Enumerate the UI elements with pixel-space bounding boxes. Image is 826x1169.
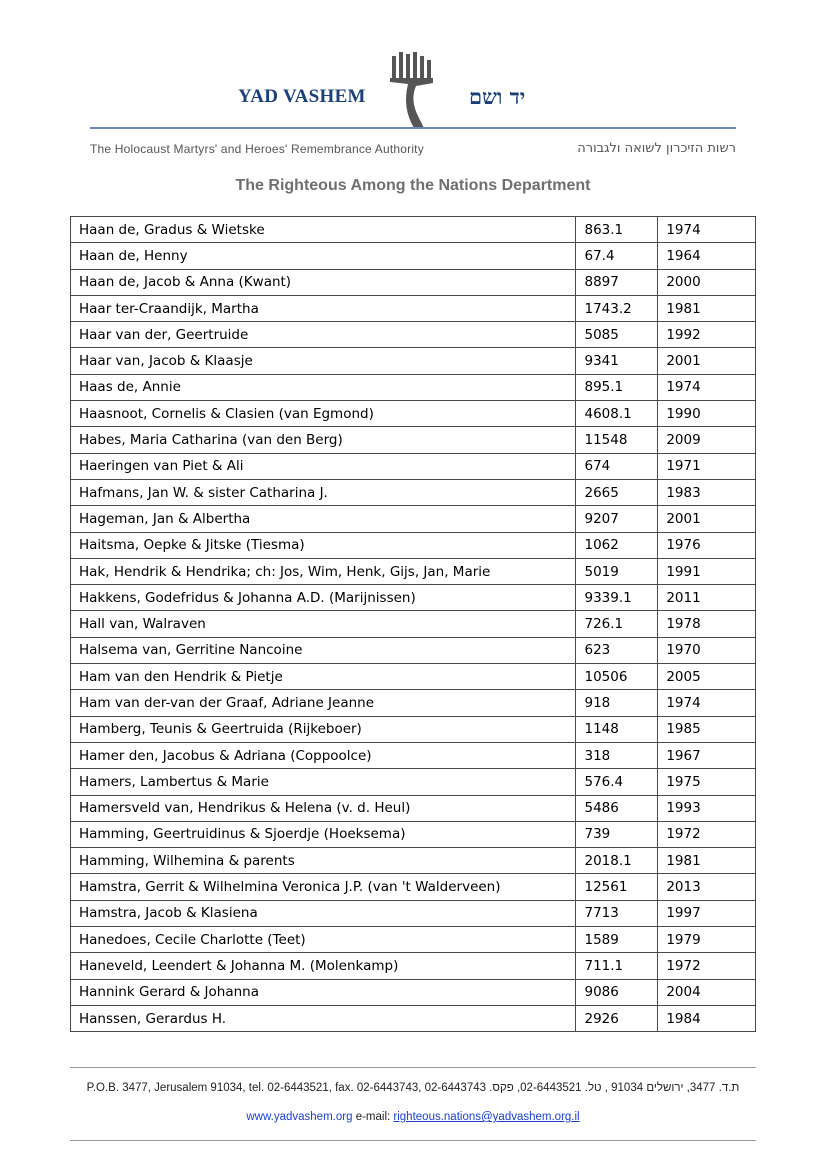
- record-year: 1970: [658, 637, 756, 663]
- footer-contact: [0, 1111, 826, 1123]
- record-name: Haas de, Annie: [71, 374, 576, 400]
- table-row: [71, 243, 756, 269]
- record-file-number: 674: [576, 453, 658, 479]
- record-name: Hannink Gerard & Johanna: [71, 979, 576, 1005]
- table-row: [71, 927, 756, 953]
- record-year: 2005: [658, 664, 756, 690]
- record-name: Hakkens, Godefridus & Johanna A.D. (Marijnissen): [71, 585, 576, 611]
- record-year: 1981: [658, 295, 756, 321]
- table-row: [71, 637, 756, 663]
- record-name: Hamstra, Gerrit & Wilhelmina Veronica J.P. (van 't Walderveen): [71, 874, 576, 900]
- table-row: [71, 217, 756, 243]
- record-name: Hafmans, Jan W. & sister Catharina J.: [71, 479, 576, 505]
- record-file-number: 1148: [576, 716, 658, 742]
- table-row: [71, 664, 756, 690]
- record-year: 1985: [658, 716, 756, 742]
- record-name: Hanedoes, Cecile Charlotte (Teet): [71, 927, 576, 953]
- footer-rule-bottom: [70, 1140, 756, 1141]
- record-year: 1976: [658, 532, 756, 558]
- record-year: 1997: [658, 900, 756, 926]
- record-year: 1972: [658, 953, 756, 979]
- table-row: [71, 611, 756, 637]
- record-year: 1992: [658, 322, 756, 348]
- record-name: Haar ter-Craandijk, Martha: [71, 295, 576, 321]
- record-year: 2013: [658, 874, 756, 900]
- letterhead: [0, 0, 826, 170]
- authority-line: [90, 142, 736, 158]
- record-name: Hamming, Geertruidinus & Sjoerdje (Hoeksema): [71, 821, 576, 847]
- table-row: [71, 769, 756, 795]
- record-name: Halsema van, Gerritine Nancoine: [71, 637, 576, 663]
- record-file-number: 711.1: [576, 953, 658, 979]
- table-row: [71, 795, 756, 821]
- table-row: [71, 506, 756, 532]
- record-year: 1978: [658, 611, 756, 637]
- record-year: 1983: [658, 479, 756, 505]
- record-year: 1975: [658, 769, 756, 795]
- record-file-number: 576.4: [576, 769, 658, 795]
- record-file-number: 623: [576, 637, 658, 663]
- record-file-number: 1062: [576, 532, 658, 558]
- header-rule: [90, 127, 736, 129]
- record-year: 1984: [658, 1005, 756, 1031]
- table-row: [71, 742, 756, 768]
- record-year: 1993: [658, 795, 756, 821]
- record-name: Habes, Maria Catharina (van den Berg): [71, 427, 576, 453]
- table-row: [71, 348, 756, 374]
- address-he: ת.ד. 3477, ירושלים 91034 , טל. 02-6443521, פקס. 02-6443743: [424, 1082, 740, 1094]
- record-file-number: 5019: [576, 558, 658, 584]
- record-file-number: 318: [576, 742, 658, 768]
- menorah-logo-icon: [386, 50, 438, 130]
- record-file-number: 739: [576, 821, 658, 847]
- record-name: Haar van der, Geertruide: [71, 322, 576, 348]
- record-file-number: 5085: [576, 322, 658, 348]
- record-name: Hall van, Walraven: [71, 611, 576, 637]
- record-name: Haneveld, Leendert & Johanna M. (Molenkamp): [71, 953, 576, 979]
- table-row: [71, 585, 756, 611]
- record-name: Hageman, Jan & Albertha: [71, 506, 576, 532]
- record-file-number: 2926: [576, 1005, 658, 1031]
- record-year: 2001: [658, 348, 756, 374]
- record-name: Hamer den, Jacobus & Adriana (Coppoolce): [71, 742, 576, 768]
- record-file-number: 2018.1: [576, 848, 658, 874]
- table-row: [71, 821, 756, 847]
- table-row: [71, 322, 756, 348]
- table-row: [71, 1005, 756, 1031]
- record-file-number: 11548: [576, 427, 658, 453]
- table-row: [71, 716, 756, 742]
- record-name: Haitsma, Oepke & Jitske (Tiesma): [71, 532, 576, 558]
- record-name: Haan de, Gradus & Wietske: [71, 217, 576, 243]
- table-row: [71, 953, 756, 979]
- record-name: Hanssen, Gerardus H.: [71, 1005, 576, 1031]
- record-file-number: 12561: [576, 874, 658, 900]
- table-row: [71, 401, 756, 427]
- department-title: The Righteous Among the Nations Department: [235, 177, 591, 194]
- record-file-number: 10506: [576, 664, 658, 690]
- record-file-number: 9339.1: [576, 585, 658, 611]
- record-file-number: 9207: [576, 506, 658, 532]
- record-file-number: 1743.2: [576, 295, 658, 321]
- record-name: Haan de, Jacob & Anna (Kwant): [71, 269, 576, 295]
- record-file-number: 918: [576, 690, 658, 716]
- righteous-table: [70, 216, 756, 1032]
- record-year: 1964: [658, 243, 756, 269]
- record-file-number: 726.1: [576, 611, 658, 637]
- address-en: P.O.B. 3477, Jerusalem 91034, tel. 02-6443521, fax. 02-6443743: [86, 1082, 419, 1094]
- record-name: Hamers, Lambertus & Marie: [71, 769, 576, 795]
- authority-he: רשות הזיכרון לשואה ולגבורה: [577, 141, 736, 156]
- record-year: 1990: [658, 401, 756, 427]
- record-year: 2000: [658, 269, 756, 295]
- record-year: 1981: [658, 848, 756, 874]
- record-name: Haasnoot, Cornelis & Clasien (van Egmond): [71, 401, 576, 427]
- table-row: [71, 690, 756, 716]
- record-name: Hamstra, Jacob & Klasiena: [71, 900, 576, 926]
- record-year: 1974: [658, 374, 756, 400]
- record-year: 2004: [658, 979, 756, 1005]
- record-name: Haeringen van Piet & Ali: [71, 453, 576, 479]
- record-file-number: 4608.1: [576, 401, 658, 427]
- record-file-number: 9086: [576, 979, 658, 1005]
- record-file-number: 1589: [576, 927, 658, 953]
- record-file-number: 67.4: [576, 243, 658, 269]
- table-row: [71, 269, 756, 295]
- record-year: 1974: [658, 217, 756, 243]
- logo-text-en: YAD VASHEM: [238, 86, 366, 107]
- record-year: 1979: [658, 927, 756, 953]
- table-row: [71, 374, 756, 400]
- email-link[interactable]: righteous.nations@yadvashem.org.il: [393, 1111, 580, 1123]
- record-year: 1972: [658, 821, 756, 847]
- table-row: [71, 532, 756, 558]
- record-year: 2001: [658, 506, 756, 532]
- record-file-number: 895.1: [576, 374, 658, 400]
- record-file-number: 863.1: [576, 217, 658, 243]
- record-year: 1974: [658, 690, 756, 716]
- table-row: [71, 900, 756, 926]
- record-file-number: 5486: [576, 795, 658, 821]
- record-name: Ham van den Hendrik & Pietje: [71, 664, 576, 690]
- record-name: Hamberg, Teunis & Geertruida (Rijkeboer): [71, 716, 576, 742]
- table-row: [71, 848, 756, 874]
- record-name: Haar van, Jacob & Klaasje: [71, 348, 576, 374]
- logo-text-he: יד ושם: [469, 84, 526, 109]
- table-row: [71, 427, 756, 453]
- table-row: [71, 295, 756, 321]
- table-row: [71, 558, 756, 584]
- record-year: 1991: [658, 558, 756, 584]
- website-link[interactable]: www.yadvashem.org: [246, 1111, 353, 1123]
- record-name: Hamersveld van, Hendrikus & Helena (v. d. Heul): [71, 795, 576, 821]
- record-year: 2011: [658, 585, 756, 611]
- authority-en: The Holocaust Martyrs' and Heroes' Remembrance Authority: [90, 142, 424, 156]
- record-name: Hamming, Wilhemina & parents: [71, 848, 576, 874]
- table-row: [71, 479, 756, 505]
- record-name: Haan de, Henny: [71, 243, 576, 269]
- record-year: 1967: [658, 742, 756, 768]
- record-file-number: 2665: [576, 479, 658, 505]
- record-name: Hak, Hendrik & Hendrika; ch: Jos, Wim, Henk, Gijs, Jan, Marie: [71, 558, 576, 584]
- record-name: Ham van der-van der Graaf, Adriane Jeanne: [71, 690, 576, 716]
- record-year: 1971: [658, 453, 756, 479]
- table-row: [71, 979, 756, 1005]
- footer-address: P.O.B. 3477, Jerusalem 91034, tel. 02-6443521, fax. 02-6443743, ת.ד. 3477, ירושלים 91034 , טל. 02-6443521, פקס. 02-6443743: [86, 1082, 740, 1094]
- footer-rule-top: [70, 1067, 756, 1068]
- record-file-number: 9341: [576, 348, 658, 374]
- email-label: e-mail:: [355, 1111, 391, 1123]
- record-file-number: 7713: [576, 900, 658, 926]
- record-file-number: 8897: [576, 269, 658, 295]
- table-row: [71, 453, 756, 479]
- table-row: [71, 874, 756, 900]
- record-year: 2009: [658, 427, 756, 453]
